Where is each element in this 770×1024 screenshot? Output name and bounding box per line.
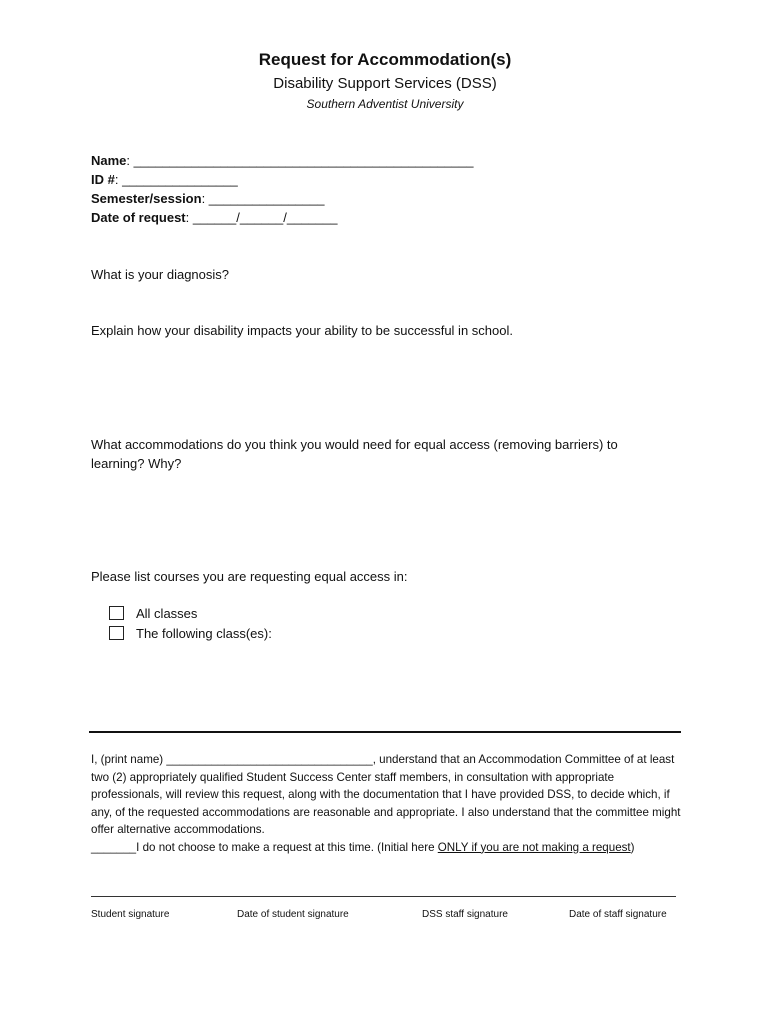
following-classes-checkbox[interactable] bbox=[109, 626, 124, 640]
optout-condition: ONLY if you are not making a request bbox=[437, 840, 631, 854]
impact-question: Explain how your disability impacts your ability to be successful in school. bbox=[91, 323, 513, 338]
semester-label: Semester/session bbox=[91, 191, 202, 206]
institution-name: Southern Adventist University bbox=[306, 97, 464, 111]
date-blank[interactable]: : ______/______/_______ bbox=[185, 210, 338, 225]
name-field[interactable] bbox=[91, 153, 473, 168]
semester-field[interactable] bbox=[91, 191, 324, 206]
section-divider bbox=[89, 731, 681, 733]
diagnosis-question: What is your diagnosis? bbox=[91, 267, 230, 282]
optout-text: I do not choose to make a request at this time. (Initial here bbox=[136, 840, 438, 854]
form-title: Request for Accommodation(s) bbox=[258, 50, 512, 69]
date-label: Date of request bbox=[91, 210, 186, 225]
form-subtitle: Disability Support Services (DSS) bbox=[273, 75, 497, 92]
signature-line[interactable] bbox=[91, 896, 676, 897]
following-classes-label: The following class(es): bbox=[136, 626, 272, 641]
staff-date-label: Date of staff signature bbox=[569, 909, 667, 920]
accommodations-question-line2: learning? Why? bbox=[91, 456, 182, 471]
staff-signature-label: DSS staff signature bbox=[422, 909, 508, 920]
date-field[interactable] bbox=[91, 210, 337, 225]
id-field[interactable] bbox=[91, 172, 238, 187]
initial-blank[interactable]: _______ bbox=[91, 840, 137, 854]
name-blank[interactable]: : _______________________________________________ bbox=[126, 153, 474, 168]
all-classes-label: All classes bbox=[136, 606, 198, 621]
id-blank[interactable]: : ________________ bbox=[114, 172, 238, 187]
id-label: ID # bbox=[91, 172, 115, 187]
name-label: Name bbox=[91, 153, 127, 168]
acknowledgement-text: I, (print name) ________________________________, understand that an Accommodation Committee of at least two (2) appropriately qualified Student Success Center staff members, in consultation with appropriate professionals, will review this request, along with the documentation that I have provided DSS, to decide which, if any, of the requested accommodations are reasonable and appropriate. I also understand that the committee might offer alternative accommodations. bbox=[91, 753, 681, 836]
semester-blank[interactable]: : ________________ bbox=[201, 191, 325, 206]
student-date-label: Date of student signature bbox=[237, 909, 349, 920]
optout-close: ) bbox=[630, 840, 635, 854]
all-classes-checkbox[interactable] bbox=[109, 606, 124, 620]
courses-question: Please list courses you are requesting equal access in: bbox=[91, 569, 408, 584]
accommodations-question-line1: What accommodations do you think you would need for equal access (removing barriers) to bbox=[91, 437, 618, 452]
student-signature-label: Student signature bbox=[91, 909, 170, 920]
acknowledgement-paragraph bbox=[91, 751, 681, 856]
